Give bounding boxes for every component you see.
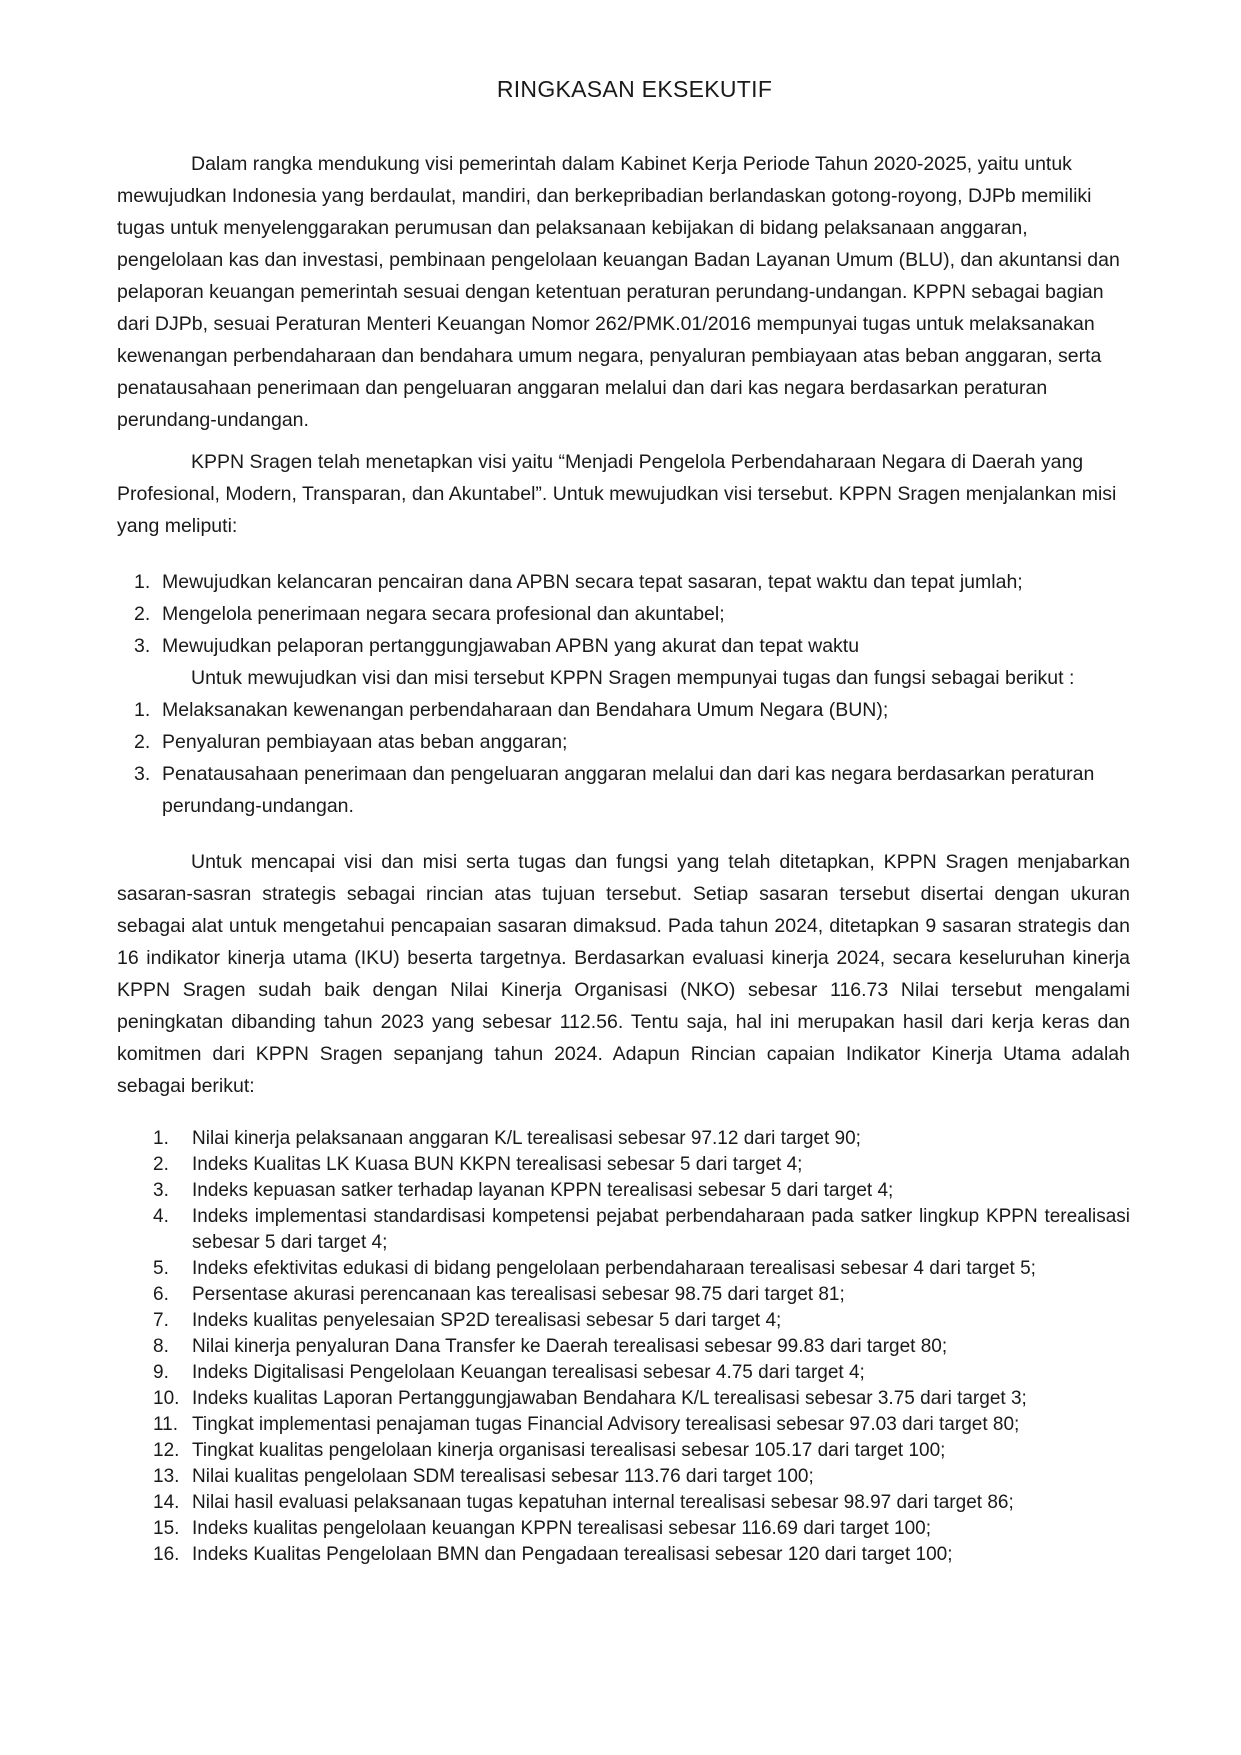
tugas-list bbox=[117, 694, 1130, 822]
list-number: 1. bbox=[153, 1128, 169, 1149]
list-number: 3. bbox=[134, 635, 151, 657]
list-text: Indeks kualitas penyelesaian SP2D terealisasi sebesar 5 dari target 4; bbox=[192, 1310, 782, 1331]
list-item bbox=[117, 1516, 1130, 1542]
list-item bbox=[117, 1256, 1130, 1282]
list-text: Nilai kinerja pelaksanaan anggaran K/L terealisasi sebesar 97.12 dari target 90; bbox=[192, 1128, 861, 1149]
iku-list bbox=[117, 1126, 1130, 1568]
list-number: 15. bbox=[153, 1518, 180, 1539]
list-text: Indeks kualitas pengelolaan keuangan KPPN terealisasi sebesar 116.69 dari target 100; bbox=[192, 1518, 932, 1539]
list-item bbox=[117, 758, 1130, 822]
list-number: 10. bbox=[153, 1388, 180, 1409]
list-text: Indeks implementasi standardisasi kompetensi pejabat perbendaharaan pada satker lingkup KPPN terealisasi sebesar 5 dari target 4; bbox=[192, 1206, 1130, 1253]
list-item bbox=[117, 1360, 1130, 1386]
list-number: 1. bbox=[134, 699, 151, 721]
list-number: 14. bbox=[153, 1492, 180, 1513]
list-item bbox=[117, 1542, 1130, 1568]
list-text: Nilai kualitas pengelolaan SDM terealisasi sebesar 113.76 dari target 100; bbox=[192, 1466, 814, 1487]
list-text: Nilai hasil evaluasi pelaksanaan tugas kepatuhan internal terealisasi sebesar 98.97 dari target 86; bbox=[192, 1492, 1014, 1513]
list-item bbox=[117, 1412, 1130, 1438]
list-text: Mewujudkan kelancaran pencairan dana APBN secara tepat sasaran, tepat waktu dan tepat jumlah; bbox=[162, 571, 1023, 593]
list-number: 3. bbox=[153, 1180, 169, 1201]
list-number: 1. bbox=[134, 571, 151, 593]
list-number: 8. bbox=[153, 1336, 169, 1357]
list-item bbox=[117, 1204, 1130, 1256]
list-item bbox=[117, 598, 1130, 630]
list-item bbox=[117, 1490, 1130, 1516]
list-item bbox=[117, 630, 1130, 662]
page-title: RINGKASAN EKSEKUTIF bbox=[496, 76, 773, 102]
list-item bbox=[117, 726, 1130, 758]
list-number: 5. bbox=[153, 1258, 169, 1279]
intro-paragraph: Dalam rangka mendukung visi pemerintah dalam Kabinet Kerja Periode Tahun 2020-2025, yaitu untuk mewujudkan Indonesia yang berdaulat, mandiri, dan berkepribadian berlandaskan gotong-royong, DJPb memiliki tugas untuk menyelenggarakan perumusan dan pelaksanaan kebijakan di bidang pelaksanaan anggaran, pengelolaan kas dan investasi, pembinaan pengelolaan keuangan Badan Layanan Umum (BLU), dan akuntansi dan pelaporan keuangan pemerintah sesuai dengan ketentuan peraturan perundang-undangan. KPPN sebagai bagian dari DJPb, sesuai Peraturan Menteri Keuangan Nomor 262/PMK.01/2016 mempunyai tugas untuk melaksanakan kewenangan perbendaharaan dan bendahara umum negara, penyaluran pembiayaan atas beban anggaran, serta penatausahaan penerimaan dan pengeluaran anggaran melalui dan dari kas negara berdasarkan peraturan perundang-undangan. bbox=[117, 153, 1120, 431]
list-item bbox=[117, 1438, 1130, 1464]
list-item bbox=[117, 1308, 1130, 1334]
misi-list bbox=[117, 566, 1130, 662]
list-item bbox=[117, 1464, 1130, 1490]
list-text: Nilai kinerja penyaluran Dana Transfer ke Daerah terealisasi sebesar 99.83 dari target 80; bbox=[192, 1336, 948, 1357]
list-text: Mewujudkan pelaporan pertanggungjawaban APBN yang akurat dan tepat waktu bbox=[162, 635, 860, 657]
list-text: Tingkat implementasi penajaman tugas Financial Advisory terealisasi sebesar 97.03 dari target 80; bbox=[192, 1414, 1020, 1435]
list-item bbox=[117, 1334, 1130, 1360]
list-number: 13. bbox=[153, 1466, 180, 1487]
list-number: 12. bbox=[153, 1440, 180, 1461]
list-text: Indeks Digitalisasi Pengelolaan Keuangan terealisasi sebesar 4.75 dari target 4; bbox=[192, 1362, 865, 1383]
list-number: 2. bbox=[153, 1154, 169, 1175]
list-text: Indeks kualitas Laporan Pertanggungjawaban Bendahara K/L terealisasi sebesar 3.75 dari target 3; bbox=[192, 1388, 1027, 1409]
list-number: 16. bbox=[153, 1544, 180, 1565]
list-text: Penatausahaan penerimaan dan pengeluaran anggaran melalui dan dari kas negara berdasarkan peraturan perundang-undangan. bbox=[162, 763, 1095, 817]
list-item bbox=[117, 1178, 1130, 1204]
list-number: 7. bbox=[153, 1310, 169, 1331]
list-number: 2. bbox=[134, 603, 151, 625]
list-item bbox=[117, 1282, 1130, 1308]
list-text: Indeks kepuasan satker terhadap layanan KPPN terealisasi sebesar 5 dari target 4; bbox=[192, 1180, 894, 1201]
list-text: Tingkat kualitas pengelolaan kinerja organisasi terealisasi sebesar 105.17 dari target 100; bbox=[192, 1440, 946, 1461]
list-text: Indeks efektivitas edukasi di bidang pengelolaan perbendaharaan terealisasi sebesar 4 dari target 5; bbox=[192, 1258, 1036, 1279]
list-number: 9. bbox=[153, 1362, 169, 1383]
tugas-intro: Untuk mewujudkan visi dan misi tersebut KPPN Sragen mempunyai tugas dan fungsi sebagai berikut : bbox=[191, 667, 1075, 689]
list-item bbox=[117, 1386, 1130, 1412]
list-number: 3. bbox=[134, 763, 151, 785]
list-item bbox=[117, 1126, 1130, 1152]
list-text: Indeks Kualitas Pengelolaan BMN dan Pengadaan terealisasi sebesar 120 dari target 100; bbox=[192, 1544, 953, 1565]
visi-paragraph: KPPN Sragen telah menetapkan visi yaitu “Menjadi Pengelola Perbendaharaan Negara di Daerah yang Profesional, Modern, Transparan, dan Akuntabel”. Untuk mewujudkan visi tersebut. KPPN Sragen menjalankan misi yang meliputi: bbox=[117, 451, 1117, 537]
list-text: Melaksanakan kewenangan perbendaharaan dan Bendahara Umum Negara (BUN); bbox=[162, 699, 889, 721]
list-number: 4. bbox=[153, 1206, 169, 1227]
list-text: Mengelola penerimaan negara secara profesional dan akuntabel; bbox=[162, 603, 725, 625]
list-item bbox=[117, 566, 1130, 598]
list-text: Persentase akurasi perencanaan kas terealisasi sebesar 98.75 dari target 81; bbox=[192, 1284, 845, 1305]
list-number: 2. bbox=[134, 731, 151, 753]
sasaran-paragraph: Untuk mencapai visi dan misi serta tugas dan fungsi yang telah ditetapkan, KPPN Sragen menjabarkan sasaran-sasran strategis sebagai rincian atas tujuan tersebut. Setiap sasaran tersebut disertai dengan ukuran sebagai alat untuk mengetahui pencapaian sasaran dimaksud. Pada tahun 2024, ditetapkan 9 sasaran strategis dan 16 indikator kinerja utama (IKU) beserta targetnya. Berdasarkan evaluasi kinerja 2024, secara keseluruhan kinerja KPPN Sragen sudah baik dengan Nilai Kinerja Organisasi (NKO) sebesar 116.73 Nilai tersebut mengalami peningkatan dibanding tahun 2023 yang sebesar 112.56. Tentu saja, hal ini merupakan hasil dari kerja keras dan komitmen dari KPPN Sragen sepanjang tahun 2024. Adapun Rincian capaian Indikator Kinerja Utama adalah sebagai berikut: bbox=[117, 851, 1130, 1097]
list-text: Penyaluran pembiayaan atas beban anggaran; bbox=[162, 731, 568, 753]
list-text: Indeks Kualitas LK Kuasa BUN KKPN terealisasi sebesar 5 dari target 4; bbox=[192, 1154, 803, 1175]
list-item bbox=[117, 1152, 1130, 1178]
list-number: 11. bbox=[153, 1414, 179, 1435]
list-number: 6. bbox=[153, 1284, 169, 1305]
list-item bbox=[117, 694, 1130, 726]
